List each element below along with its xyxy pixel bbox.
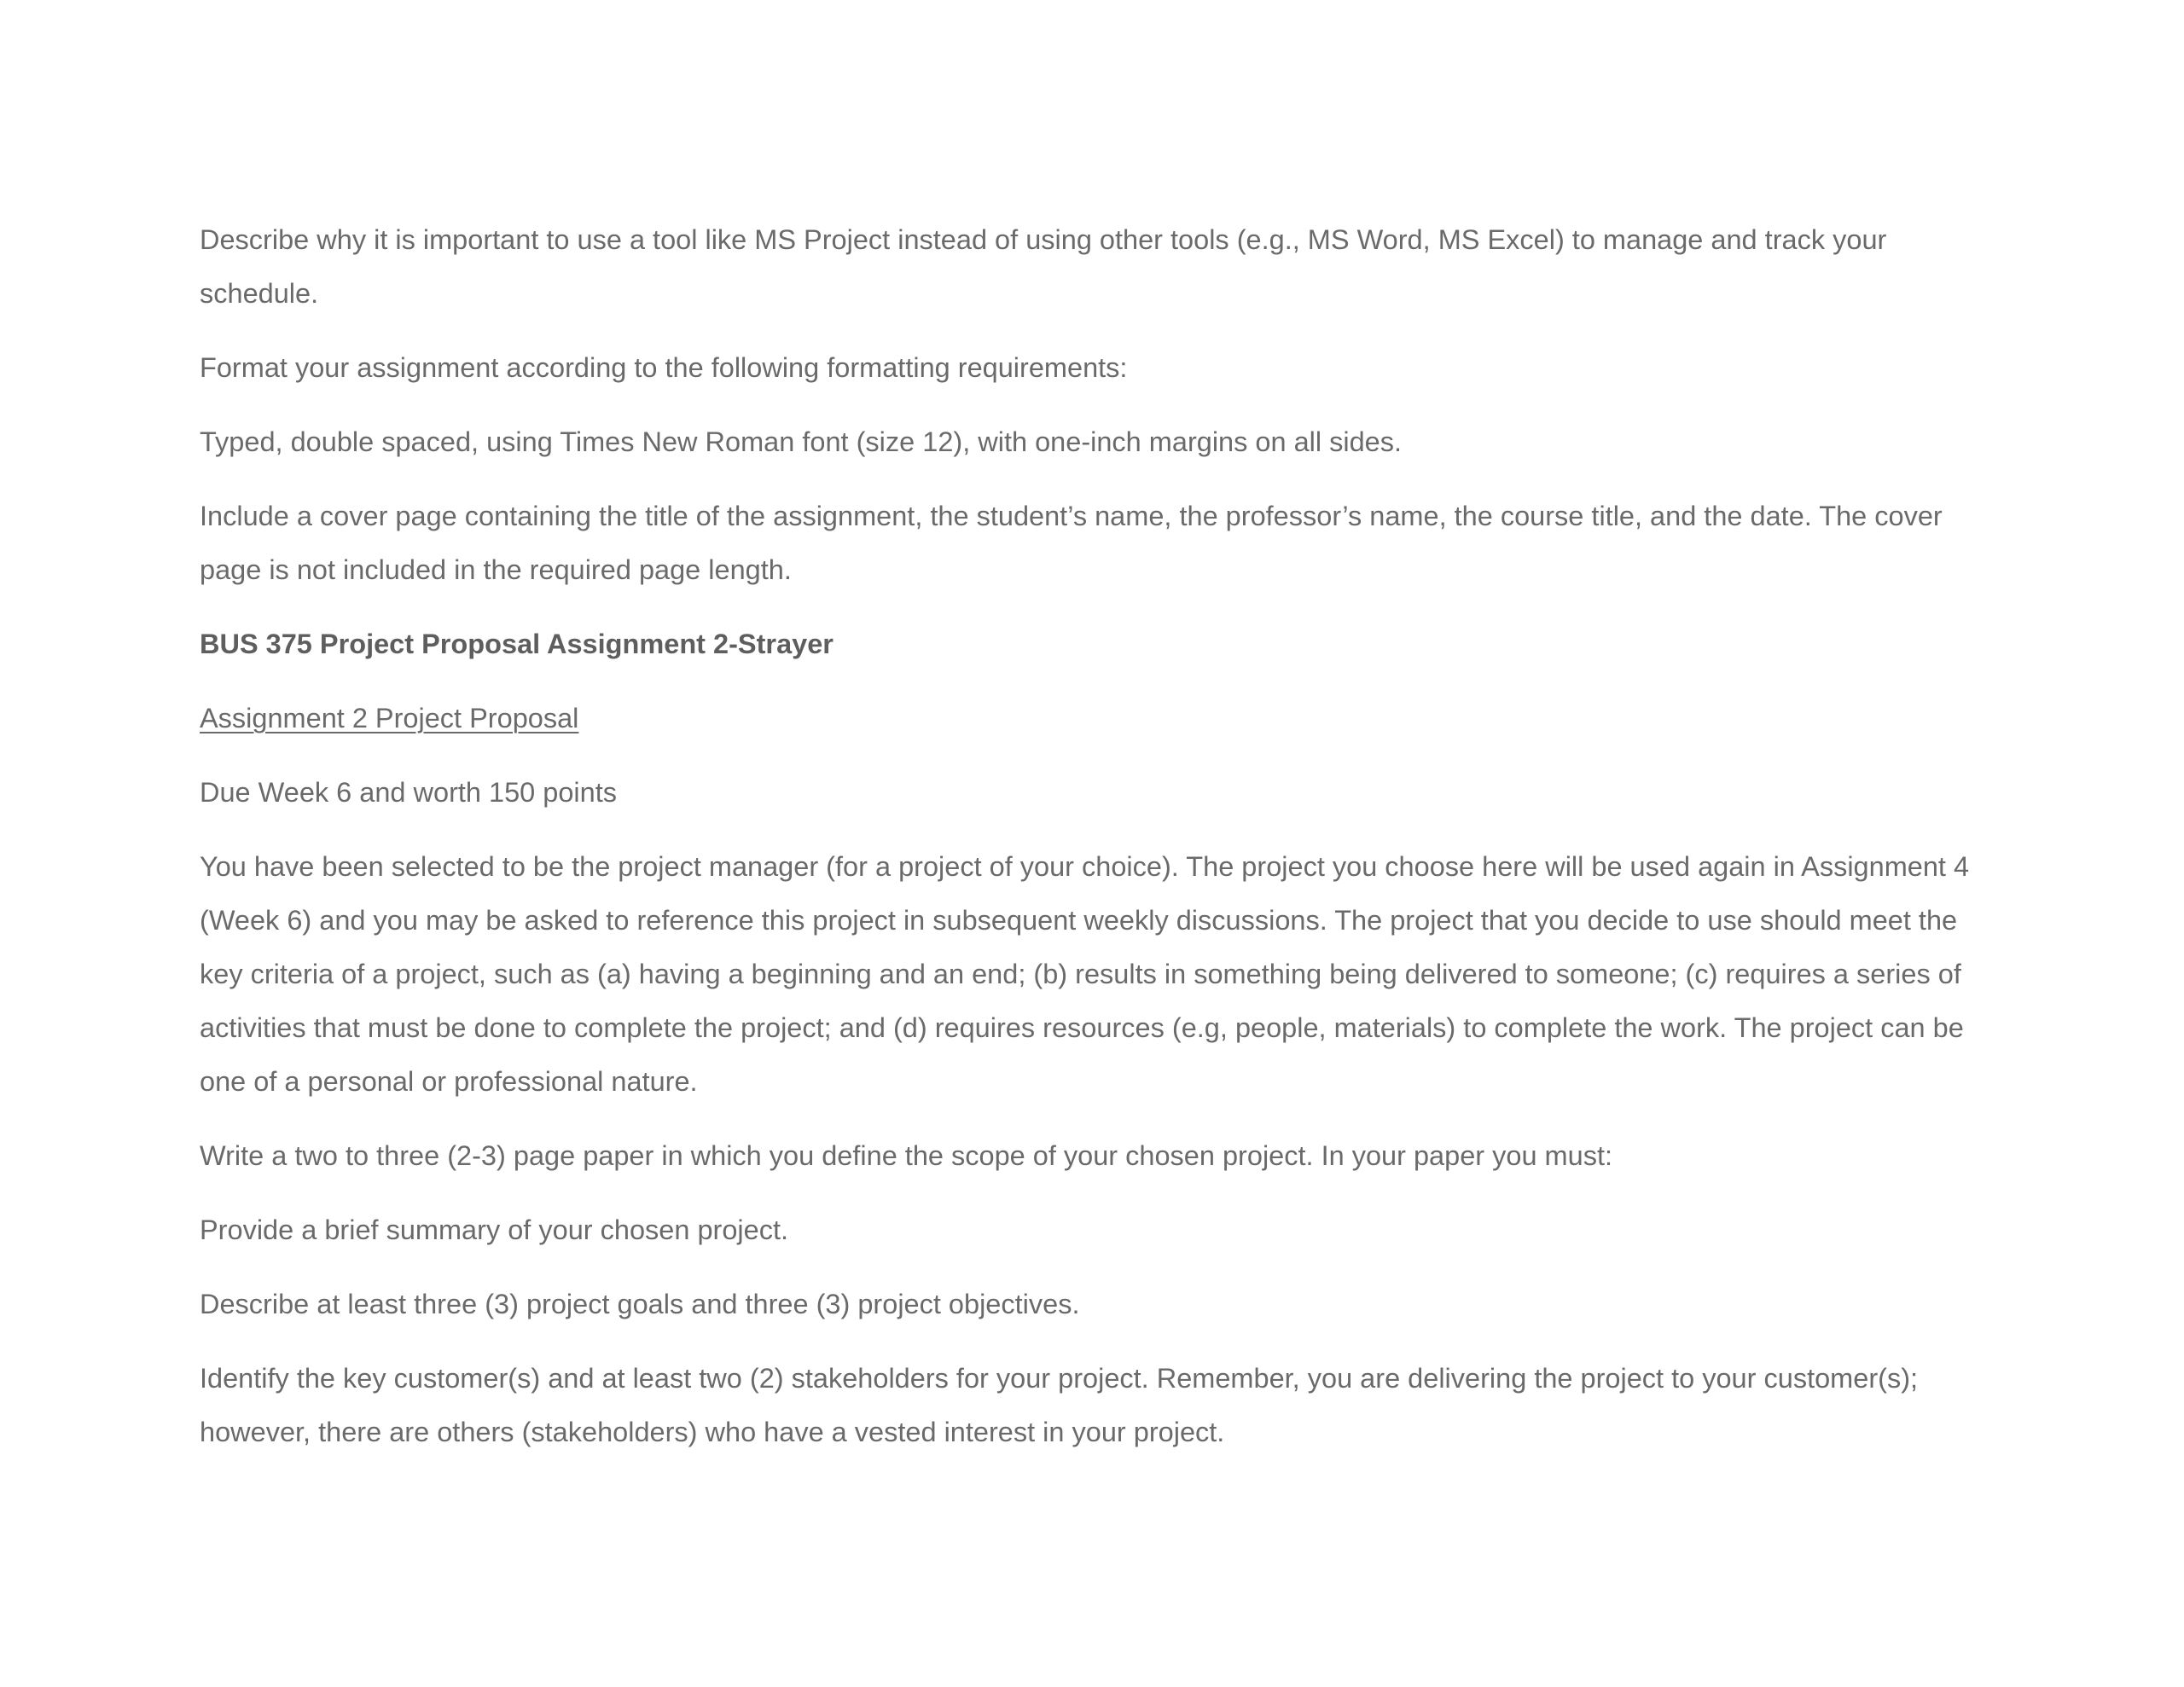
paragraph-requirement-stakeholders: Identify the key customer(s) and at least two (2) stakeholders for your project. Remember, you are delivering the project to your customer(s); however, there are others (stakeholders) who have a vested interest in your project. — [200, 1363, 1919, 1447]
paragraph-project-description: You have been selected to be the project manager (for a project of your choice). The project you choose here will be used again in Assignment 4 (Week 6) and you may be asked to reference this project in subsequent weekly discussions. The project that you decide to use should meet the key criteria of a project, such as (a) having a beginning and an end; (b) results in something being delivered to someone; (c) requires a series of activities that must be done to complete the project; and (d) requires resources (e.g, people, materials) to complete the work. The project can be one of a personal or professional nature. — [200, 851, 1970, 1097]
paragraph-due-date: Due Week 6 and worth 150 points — [200, 777, 618, 808]
paragraph-requirement-summary: Provide a brief summary of your chosen project. — [200, 1215, 789, 1245]
paragraph-requirement-goals: Describe at least three (3) project goals and three (3) project objectives. — [200, 1289, 1080, 1319]
document-heading: BUS 375 Project Proposal Assignment 2-Strayer — [200, 629, 834, 659]
paragraph-cover-page: Include a cover page containing the title of the assignment, the student’s name, the professor’s name, the course title, and the date. The cover page is not included in the required page length. — [200, 501, 1943, 585]
paragraph-ms-project-importance: Describe why it is important to use a tool like MS Project instead of using other tools (e.g., MS Word, MS Excel) to manage and track your schedule. — [200, 224, 1887, 309]
paragraph-format-intro: Format your assignment according to the following formatting requirements: — [200, 352, 1128, 383]
document-body — [200, 213, 1991, 1480]
paragraph-paper-instructions: Write a two to three (2-3) page paper in which you define the scope of your chosen project. In your paper you must: — [200, 1140, 1613, 1171]
assignment-title-link[interactable]: Assignment 2 Project Proposal — [200, 703, 579, 733]
paragraph-typing-requirements: Typed, double spaced, using Times New Roman font (size 12), with one-inch margins on all sides. — [200, 426, 1403, 457]
